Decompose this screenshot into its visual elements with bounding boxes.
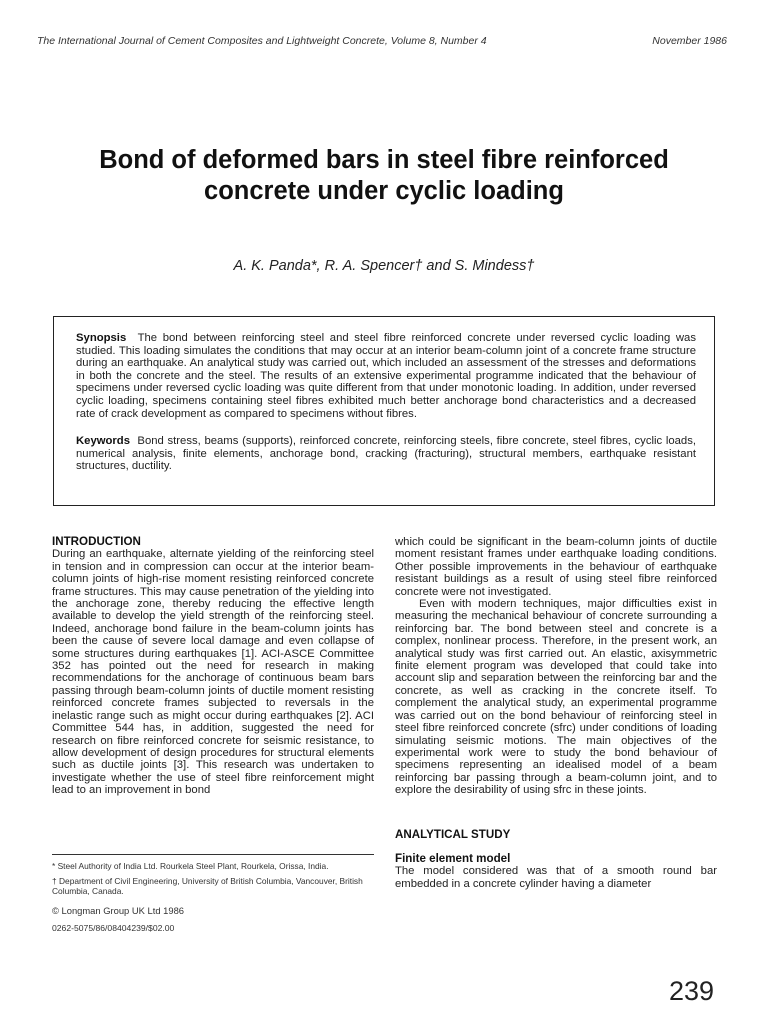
journal-title: The International Journal of Cement Composites and Lightweight Concrete, Volume 8, Number 4 xyxy=(37,35,487,47)
keywords-paragraph xyxy=(76,435,696,473)
keywords-label: Keywords xyxy=(76,435,130,448)
body-paragraph: Even with modern techniques, major difficulties exist in measuring the mechanical behaviour of concrete surrounding a reinforcing bar. The bond between steel and concrete is a complex, nonlinear process. Therefore, in the present work, an analytical study was first carried out. An elastic, axisymmetric finite element program was developed that could take into account slip and separation between the reinforcing bar and the concrete, as well as cracking in the concrete itself. To complement the analytical study, an experimental programme was carried out on the bond behaviour of reinforcing steel in steel fibre reinforced concrete (sfrc) under conditions of loading simulating seismic motions. The main objectives of the experimental work were to study the bond behaviour of specimens representing an idealised model of a beam reinforcing bar passing through a beam-column joint, and to explore the desirability of using sfrc in these joints. xyxy=(395,598,717,797)
analytical-study-heading: ANALYTICAL STUDY xyxy=(395,827,511,841)
body-paragraph: which could be significant in the beam-column joints of ductile moment resistant frames under earthquake loading conditions. Other possible improvements in the behaviour of earthquake resistant buildings as a result of using steel fibre reinforced concrete were not investigated. xyxy=(395,536,717,598)
finite-element-model-heading: Finite element model xyxy=(395,851,511,865)
footnote: * Steel Authority of India Ltd. Rourkela Steel Plant, Rourkela, Orissa, India. xyxy=(52,861,329,871)
page-number: 239 xyxy=(668,976,714,1006)
footnote: † Department of Civil Engineering, University of British Columbia, Vancouver, British Columbia, Canada. xyxy=(52,875,363,897)
footnotes xyxy=(52,854,374,933)
article-authors: A. K. Panda*, R. A. Spencer† and S. Mindess† xyxy=(233,258,535,274)
synopsis-paragraph xyxy=(76,332,696,420)
issn-code: 0262-5075/86/08404239/$02.00 xyxy=(52,922,175,933)
keywords-text: Bond stress, beams (supports), reinforced concrete, reinforcing steels, fibre concrete, steel fibres, cyclic loads, numerical analysis, finite elements, anchorage bond, cracking (fracturing), structural members, earthquake resistant structures, ductility. xyxy=(76,435,696,473)
introduction-heading: INTRODUCTION xyxy=(52,535,141,548)
left-column xyxy=(52,536,374,797)
body-paragraph: The model considered was that of a smooth round bar embedded in a concrete cylinder having a diameter xyxy=(395,865,717,890)
footnote-rule xyxy=(52,854,374,855)
issue-date: November 1986 xyxy=(652,35,727,47)
synopsis-label: Synopsis xyxy=(76,332,127,344)
synopsis-text: The bond between reinforcing steel and steel fibre reinforced concrete under reversed cyclic loading was studied. This loading simulates the conditions that may occur at an interior beam-column joint of a concrete frame structure during an earthquake. An analytical study was carried out, which included an assessment of the stresses and deformations in both the concrete and the steel. The results of an extensive experimental programme indicated that the behaviour of specimens under reversed cyclic loading was quite different from that under monotonic loading. In addition, under reversed cyclic loading, specimens containing steel fibres exhibited much better anchorage bond characteristics and a decreased rate of crack development as compared to specimens without fibres. xyxy=(76,332,696,420)
copyright-notice: © Longman Group UK Ltd 1986 xyxy=(52,904,184,916)
introduction-paragraph: During an earthquake, alternate yielding of the reinforcing steel in tension and in compression can occur at the interior beam-column joints of high-rise moment resisting reinforced concrete frame structures. This may cause penetration of the yielding into the anchorage zone, thereby reducing the effective length available to develop the yield strength of the reinforcing steel. Indeed, anchorage bond failure in the beam-column joints has been the cause of severe local damage and even collapse of some structures during earthquakes [1]. ACI-ASCE Committee 352 has pointed out the need for research in making recommendations for the anchorage of continuous beam bars passing through beam-column joints of ductile moment resisting reinforced concrete frames subjected to reversals in the inelastic range such as might occur during earthquakes [2]. ACI Committee 544 has, in addition, suggested the need for research on fibre reinforced concrete for seismic resistance, to allow development of design procedures for structural elements such as ductile joints [3]. This research was undertaken to investigate whether the use of steel fibre reinforcement might lead to an improvement in bond xyxy=(52,548,374,797)
right-column xyxy=(395,536,717,890)
abstract-box xyxy=(53,316,715,506)
article-title: Bond of deformed bars in steel fibre reinforced concrete under cyclic loading xyxy=(99,146,669,205)
